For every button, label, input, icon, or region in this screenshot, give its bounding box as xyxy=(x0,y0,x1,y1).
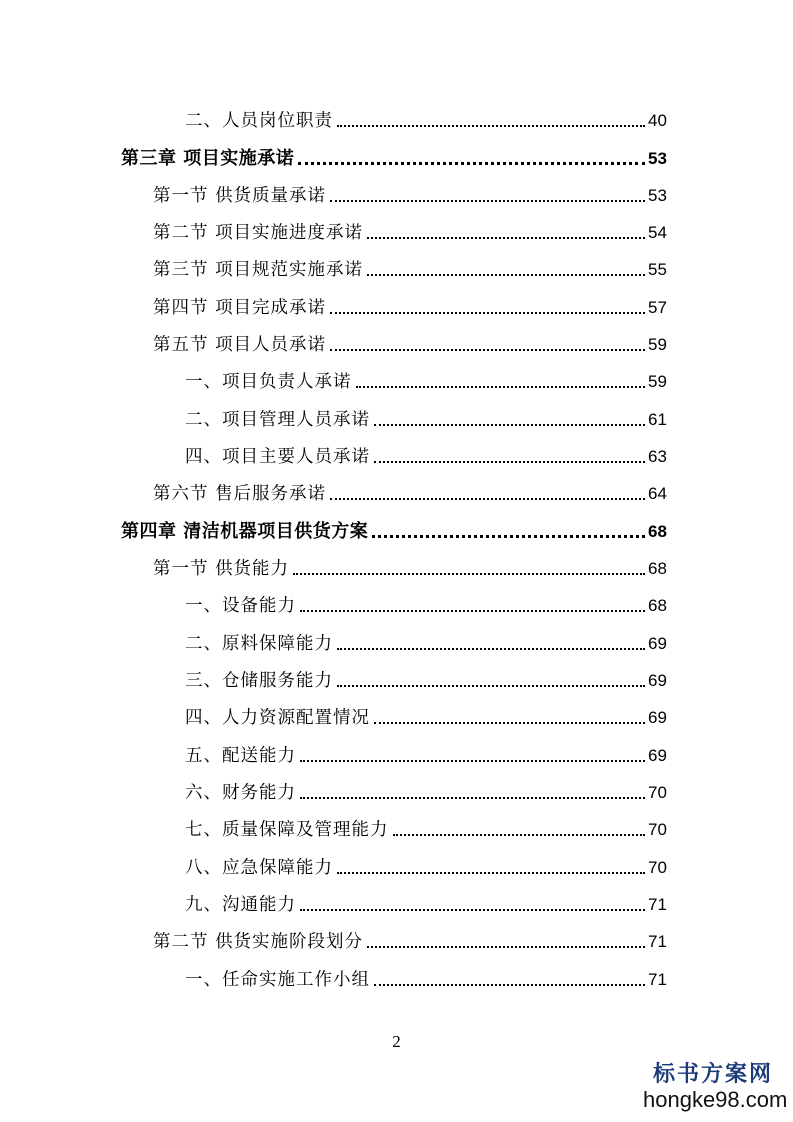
dot-leader xyxy=(300,909,645,911)
toc-chapter-entry[interactable] xyxy=(0,144,793,170)
toc-entry[interactable] xyxy=(0,666,793,692)
dot-leader xyxy=(337,125,645,127)
toc-entry[interactable] xyxy=(0,442,793,468)
toc-entry-label: 第二节 供货实施阶段划分 xyxy=(153,932,364,952)
toc-entry[interactable] xyxy=(0,405,793,431)
toc-entry-label: 二、人员岗位职责 xyxy=(185,111,333,131)
toc-entry-label: 第三节 项目规范实施承诺 xyxy=(153,260,364,280)
toc-entry-page: 53 xyxy=(648,149,667,168)
toc-entry[interactable] xyxy=(0,853,793,879)
toc-entry[interactable] xyxy=(0,815,793,841)
toc-entry-page: 68 xyxy=(648,522,667,541)
toc-entry-label: 八、应急保障能力 xyxy=(185,858,333,878)
toc-entry[interactable] xyxy=(0,927,793,953)
toc-entry[interactable] xyxy=(0,218,793,244)
toc-entry-page: 69 xyxy=(648,746,667,765)
toc-entry-label: 第三章 项目实施承诺 xyxy=(121,148,295,169)
toc-entry[interactable] xyxy=(0,367,793,393)
dot-leader xyxy=(393,834,646,836)
toc-entry[interactable] xyxy=(0,778,793,804)
dot-leader xyxy=(330,498,645,500)
toc-entry-page: 69 xyxy=(648,708,667,727)
toc-entry-page: 63 xyxy=(648,447,667,466)
toc-entry-page: 68 xyxy=(648,596,667,615)
toc-entry[interactable] xyxy=(0,741,793,767)
toc-entry-page: 70 xyxy=(648,858,667,877)
dot-leader xyxy=(374,984,645,986)
dot-leader xyxy=(298,162,645,165)
toc-entry-label: 三、仓储服务能力 xyxy=(185,671,333,691)
toc-entry[interactable] xyxy=(0,890,793,916)
toc-entry-label: 四、项目主要人员承诺 xyxy=(185,447,370,467)
toc-entry[interactable] xyxy=(0,293,793,319)
dot-leader xyxy=(337,648,645,650)
toc-entry[interactable] xyxy=(0,629,793,655)
watermark-site: hongke98.com xyxy=(643,1087,788,1112)
toc-entry-page: 55 xyxy=(648,260,667,279)
toc-entry[interactable] xyxy=(0,965,793,991)
dot-leader xyxy=(300,797,645,799)
toc-entry-label: 第一节 供货能力 xyxy=(153,559,290,579)
toc-entry-page: 71 xyxy=(648,932,667,951)
toc-entry-label: 七、质量保障及管理能力 xyxy=(185,820,389,840)
toc-entry-page: 71 xyxy=(648,970,667,989)
toc-entry-label: 五、配送能力 xyxy=(185,746,296,766)
dot-leader xyxy=(293,573,645,575)
dot-leader xyxy=(372,535,645,538)
toc-entry-page: 69 xyxy=(648,671,667,690)
toc-chapter-entry[interactable] xyxy=(0,517,793,543)
toc-entry-label: 六、财务能力 xyxy=(185,783,296,803)
toc-entry[interactable] xyxy=(0,591,793,617)
toc-entry-page: 64 xyxy=(648,484,667,503)
toc-entry[interactable] xyxy=(0,330,793,356)
dot-leader xyxy=(337,872,645,874)
toc-entry[interactable] xyxy=(0,479,793,505)
dot-leader xyxy=(330,200,645,202)
toc-entry-page: 59 xyxy=(648,335,667,354)
toc-entry-label: 一、项目负责人承诺 xyxy=(185,372,352,392)
toc-entry-label: 第四节 项目完成承诺 xyxy=(153,298,327,318)
toc-entry[interactable] xyxy=(0,181,793,207)
dot-leader xyxy=(374,424,645,426)
toc-entry[interactable] xyxy=(0,703,793,729)
toc-entry[interactable] xyxy=(0,106,793,132)
toc-entry[interactable] xyxy=(0,554,793,580)
toc-entry-page: 57 xyxy=(648,298,667,317)
toc-entry-label: 第一节 供货质量承诺 xyxy=(153,186,327,206)
toc-entry-label: 四、人力资源配置情况 xyxy=(185,708,370,728)
dot-leader xyxy=(367,237,645,239)
toc-entry-page: 59 xyxy=(648,372,667,391)
dot-leader xyxy=(337,685,645,687)
toc-entry-label: 一、任命实施工作小组 xyxy=(185,970,370,990)
dot-leader xyxy=(374,461,645,463)
toc-entry-page: 54 xyxy=(648,223,667,242)
dot-leader xyxy=(367,274,645,276)
toc-entry-page: 40 xyxy=(648,111,667,130)
toc-entry[interactable] xyxy=(0,255,793,281)
toc-entry-label: 第二节 项目实施进度承诺 xyxy=(153,223,364,243)
toc-entry-label: 第五节 项目人员承诺 xyxy=(153,335,327,355)
toc-entry-page: 71 xyxy=(648,895,667,914)
toc-entry-label: 二、项目管理人员承诺 xyxy=(185,410,370,430)
dot-leader xyxy=(300,610,645,612)
toc-entry-page: 70 xyxy=(648,783,667,802)
toc-entry-label: 九、沟通能力 xyxy=(185,895,296,915)
toc-entry-page: 70 xyxy=(648,820,667,839)
dot-leader xyxy=(330,349,645,351)
toc-entry-page: 61 xyxy=(648,410,667,429)
dot-leader xyxy=(330,312,645,314)
toc-entry-page: 69 xyxy=(648,634,667,653)
toc-entry-page: 68 xyxy=(648,559,667,578)
dot-leader xyxy=(374,722,645,724)
toc-entry-label: 二、原料保障能力 xyxy=(185,634,333,654)
toc-entry-label: 第四章 清洁机器项目供货方案 xyxy=(121,521,369,542)
toc-entry-label: 一、设备能力 xyxy=(185,596,296,616)
dot-leader xyxy=(300,760,645,762)
toc-entry-label: 第六节 售后服务承诺 xyxy=(153,484,327,504)
toc-entry-page: 53 xyxy=(648,186,667,205)
watermark-title: 标书方案网 xyxy=(652,1062,773,1087)
watermark-logo xyxy=(643,1062,788,1112)
dot-leader xyxy=(356,386,646,388)
dot-leader xyxy=(367,946,645,948)
page-number: 2 xyxy=(392,1032,401,1051)
